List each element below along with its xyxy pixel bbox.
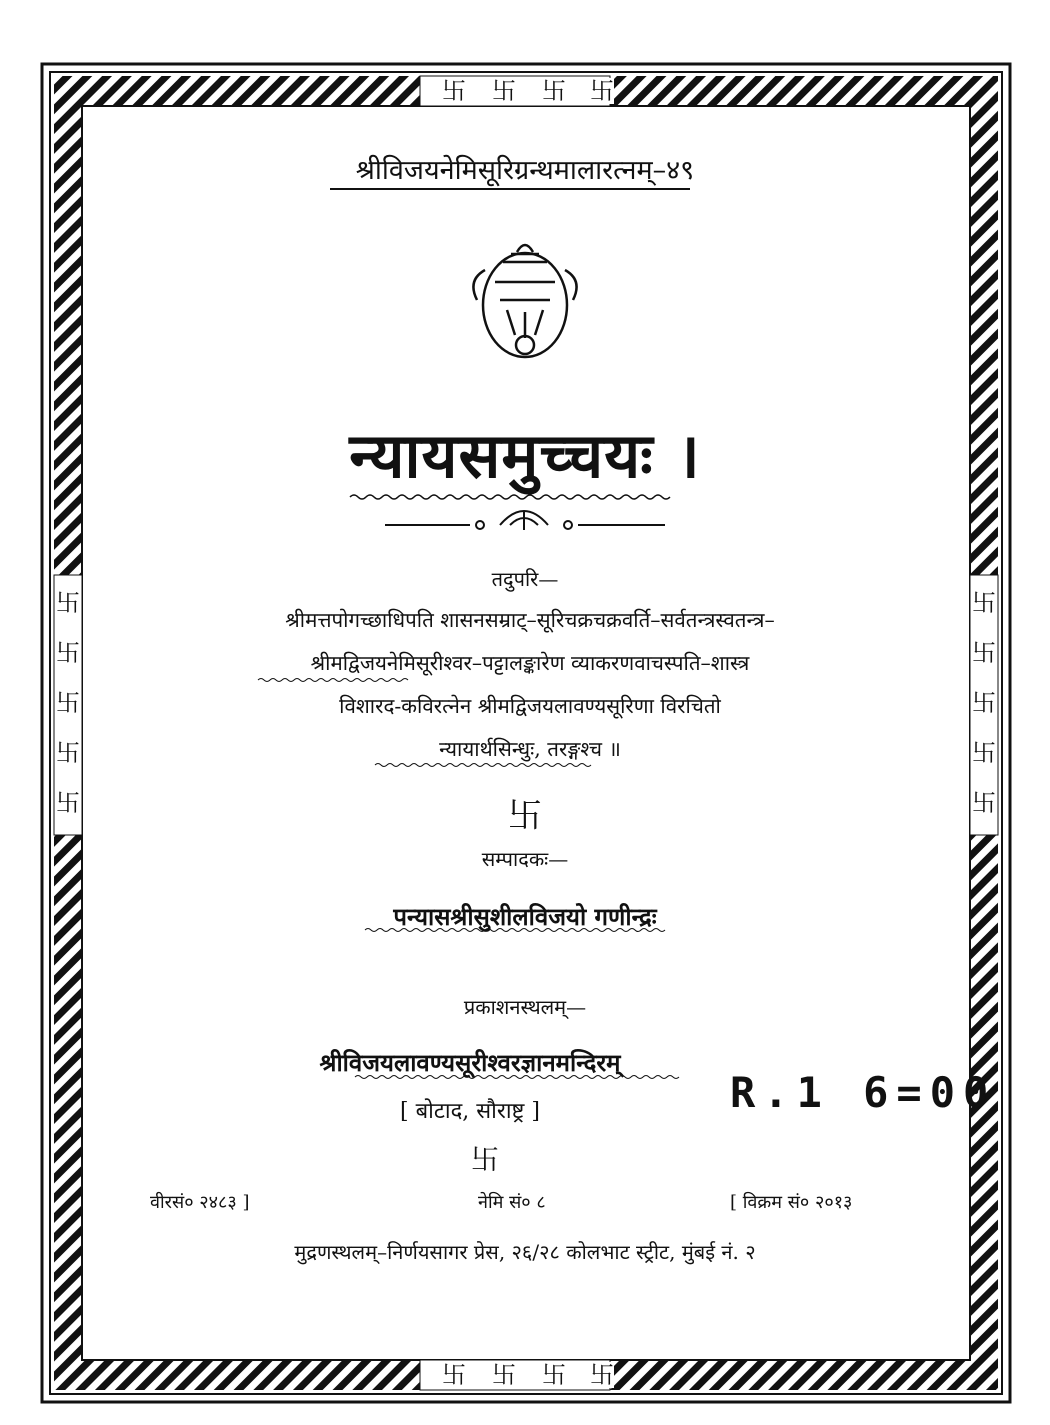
veer-samvat: वीरसं० २४८३ ]	[150, 1192, 250, 1213]
swastika-icon: 卐	[972, 589, 996, 617]
nemi-samvat: नेमि सं० ८	[478, 1192, 546, 1213]
swastika-icon: 卐	[56, 789, 80, 817]
swastika-icon: 卐	[972, 639, 996, 667]
tadupari-label: तदुपरि—	[491, 567, 559, 591]
author-line-4: न्यायार्थसिन्धुः, तरङ्गश्च ॥	[439, 737, 621, 761]
swastika-icon: 卐	[56, 739, 80, 767]
book-title: न्यायसमुच्चयः ।	[349, 419, 701, 492]
author-line-1: श्रीमत्तपोगच्छाधिपति शासनसम्राट्–सूरिचक्रचक्रवर्ति–सर्वतन्त्रस्वतन्त्र–	[285, 608, 775, 632]
publisher-place: [ बोटाद, सौराष्ट्र ]	[400, 1099, 540, 1124]
swastika-icon: 卐	[542, 1361, 566, 1389]
swastika-icon: 卐	[56, 589, 80, 617]
author-line-2: श्रीमद्विजयनेमिसूरीश्वर–पट्टालङ्कारेण व्याकरणवाचस्पति–शास्त्र	[310, 651, 750, 675]
publisher-name: श्रीविजयलावण्यसूरीश्वरज्ञानमन्दिरम्	[319, 1048, 621, 1077]
swastika-icon: 卐	[442, 77, 466, 105]
printer-info: मुद्रणस्थलम्–निर्णयसागर प्रेस, २६/२८ कोलभाट स्ट्रीट, मुंबई नं. २	[294, 1240, 756, 1264]
swastika-icon: 卐	[492, 77, 516, 105]
swastika-icon: 卐	[590, 1361, 614, 1389]
swastika-icon: 卐	[470, 1143, 499, 1176]
swastika-icon: 卐	[972, 739, 996, 767]
swastika-icon: 卐	[972, 689, 996, 717]
swastika-icon: 卐	[56, 689, 80, 717]
swastika-icon: 卐	[442, 1361, 466, 1389]
publisher-label: प्रकाशनस्थलम्—	[463, 995, 587, 1019]
swastika-icon: 卐	[590, 77, 614, 105]
vikram-samvat: [ विक्रम सं० २०१३	[730, 1192, 853, 1213]
series-title: श्रीविजयनेमिसूरिग्रन्थमालारत्नम्–४९	[355, 155, 695, 186]
library-stamp: R.1 6=00	[730, 1068, 997, 1117]
editor-label: सम्पादकः—	[481, 847, 569, 871]
swastika-icon: 卐	[972, 789, 996, 817]
swastika-icon: 卐	[508, 796, 542, 836]
author-line-3: विशारद-कविरत्नेन श्रीमद्विजयलावण्यसूरिणा विरचितो	[339, 694, 721, 718]
editor-name: पन्यासश्रीसुशीलविजयो गणीन्द्रः	[393, 902, 657, 931]
series-underline	[330, 188, 690, 190]
swastika-icon: 卐	[492, 1361, 516, 1389]
swastika-icon: 卐	[542, 77, 566, 105]
swastika-icon: 卐	[56, 639, 80, 667]
